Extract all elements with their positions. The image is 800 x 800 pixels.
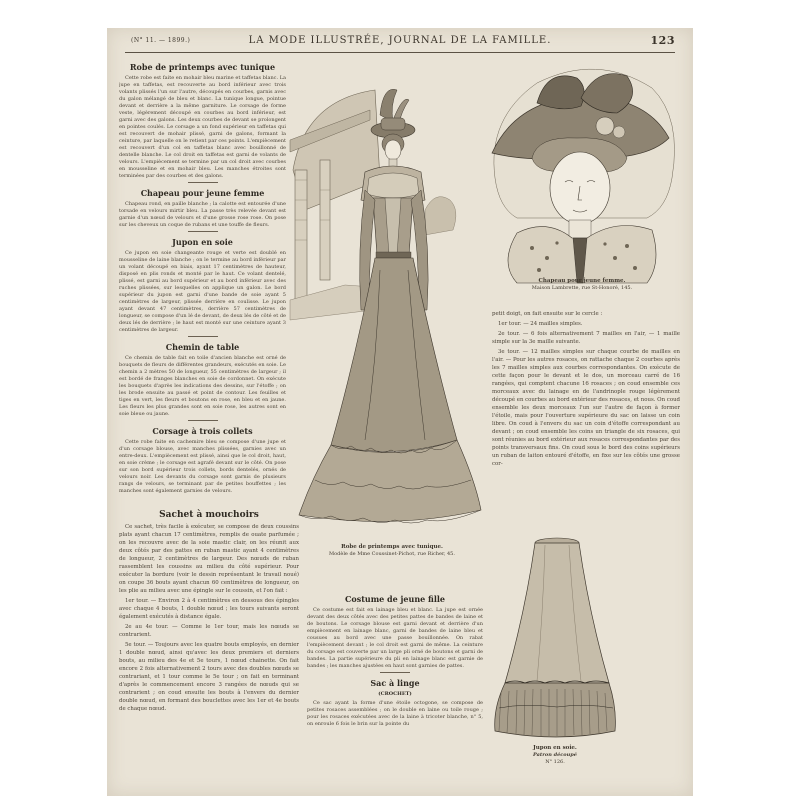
page-number: 123 — [650, 34, 675, 47]
hat-caption-title: Chapeau pour jeune femme. — [538, 278, 626, 284]
divider — [380, 672, 410, 674]
sachet-tour-1: 1er tour. — Environ 2 à 4 centimètres en dessous des épingles avec chaque 4 bouts, 1 double nœud ; les tours suivants seront également exécutés à distance égale. — [119, 598, 299, 620]
left-column — [119, 58, 286, 503]
section-title-costume: Costume de jeune fille — [344, 594, 445, 604]
hat-illustration — [477, 58, 687, 303]
dress-caption-credit: Modèle de Mme Coussinet-Pichot, rue Richer, 45. — [329, 551, 455, 557]
section-text-chemin: Ce chemin de table fait en toile d'ancien blanche est orné de bouquets de fleurs de différentes grandeurs, exécutés en soie. Le chemin a 2 mètres 50 de longueur, 55 centimètres de largeur ; il est bordé de franges blanches en soie de cordonnet. On exécute les bouquets d'après les indications des dessins, sur l'étoffe ; on les brode ensuite au passé et point de contour. Les feuilles et tiges en vert, les fleurs et boutons en rose, en bleu et en jaune. Les fleurs les plus grandes sont en soie rose, les autres sont en soie bleue ou jaune. — [119, 355, 286, 417]
sachet-tour-5: 5e tour. — Toujours avec les quatre bouts employés, en dernier 1 double nœud, ainsi qu'avec les deux premiers et derniers bouts, au milieu des 4e et 5e tours, 1 nœud chainette. On fait encore 2 fois alternativement 2 tours avec des doubles nœuds se contrariant, et 1 tour comme le 5e tour ; on fait en terminant d'après le commencement encore 3 rangées de nœuds qui se contrarient ; on coud ensuite les bouts à l'envers du dernier double nœud, en formant des bouclettes avec les 1er et 4e bouts de chaque nœud. — [119, 642, 299, 712]
right-column — [492, 310, 680, 528]
sachet-tour-2: 2e au 4e tour. — Comme le 1er tour, mais les nœuds se contrarient. — [119, 624, 299, 638]
sac-continued: petit doigt, on fait ensuite sur le cercle : — [492, 311, 603, 317]
header-rule — [125, 52, 675, 53]
section-text-robe: Cette robe est faite en mohair bleu marine et taffetas blanc. La jupe en taffetas, est recouverte au bord inférieur avec trois volants plissés l'un sur l'autre, découpés en courbes, garnis avec du galon mélangé de bleu et blanc. La tunique longue, pointue devant et derrière a la même garniture. Le corsage de forme veste, légèrement découpé en courbes au bord inférieur, est garni avec des galons. Les deux courbes de devant se prolongent en pointes coulés. Le corsage a un fond supérieur en taffetas qui est recouvert de mohair plissé, garni de galons, formant la ceinture, par laquelle on le retient par ces points. L'empiècement est recouvert d'un col en taffetas blanc avec bouillonné de dentelle blanche. Le col droit en taffetas est garni de volants de velours. L'empiècement se termine par un col droit avec courbes en mousseline et en mohair bleu. Les manches étroites sont terminées par des courbes et des galons. — [119, 75, 286, 179]
page-header — [119, 34, 681, 52]
section-title-chapeau: Chapeau pour jeune femme — [140, 188, 265, 198]
sac-tour-3: 3e tour. — 12 mailles simples sur chaque courbe de mailles en l'air. — Pour les autres rosaces, on rattache chaque 2 courbes après les 7 mailles simples aux courbes correspondantes. On exécute de cette façon pour le devant et le dos, un morceau carré de 16 rangées, qui comptent chacune 16 rosaces ; on coud ensemble ces morceaux avec du lainage en de l'andrinople rouge légèrement découpé en courbes au bord extérieur des rosaces, et nous. On coud ensemble les deux morceaux l'un sur l'autre de façon à former l'étoile, mais pour l'ouverture supérieure du sac on laisse un coin libre. On coud à l'envers du sac un coin d'étoffe correspondant au devant ; on coud ensemble les coins un triangle de six rosaces, qui sont réunies au bord extérieur aux rosaces correspondantes par des points transversaux fins. On coud sous le bord des coins supérieurs un ruban de laiton entouré d'étoffe, en fixe sur les côtés une grosse cor- — [492, 349, 680, 467]
sac-tour-2: 2e tour. — 6 fois alternativement 7 mailles en l'air, — 1 maille simple sur la 3e maille suivante. — [492, 331, 680, 345]
jupon-caption — [505, 745, 605, 766]
jupon-caption-pattern: Patron découpé — [533, 752, 577, 758]
section-text-chapeau: Chapeau rond, en paille blanche ; la calotte est entourée d'une torsade en velours mirtir bleu. La passe très relevée devant est garnie d'un nœud de velours et d'une grosse rose rose. On pose sur les cheveux un coque de rubans et une touffe de fleurs. — [119, 201, 286, 228]
divider — [188, 231, 218, 233]
section-text-jupon: Ce jupon en soie changeante rouge et verte est doublé en mousseline de laine blanche ; on le termine au bord inférieur par un volant découpé en biais, ayant 17 centimètres de hauteur, disposé en plis ronds et monté par le haut. Ce volant dentelé, plissé, est garni au bord supérieur et au bord inférieur avec des ruches plissées, sur lesquelles on applique un galon. Le bord supérieur du jupon est garni d'une bande de soie ayant 5 centimètres de largeur, plissée derrière en coulisse. Le jupon ayant devant 47 centimètres, derrière 57 centimètres de longueur, se compose d'un lé de devant, de deux lés de côté et de deux lés de derrière ; le haut est monté sur une ceinture ayant 3 centimètres de largeur. — [119, 250, 286, 333]
section-title-sachet: Sachet à mouchoirs — [159, 510, 259, 520]
section-subtitle-sac: (CROCHET) — [378, 691, 412, 697]
hat-caption-credit: Maison Lambrette, rue St-Honoré, 145. — [531, 285, 633, 291]
hat-caption — [512, 278, 652, 292]
section-title-sac: Sac à linge — [370, 678, 420, 688]
dress-caption-title: Robe de printemps avec tunique. — [341, 544, 443, 550]
section-title-robe: Robe de printemps avec tunique — [129, 62, 276, 72]
sac-tour-1: 1er tour. — 24 mailles simples. — [498, 321, 583, 327]
left-column-lower — [119, 506, 299, 792]
section-text-costume: Ce costume est fait en lainage bleu et blanc. La jupe est ornée devant des deux côtés avec des petites pattes de bandes de laine et de boutons. Le corsage blouse est garni devant et derrière d'un empiècement en lainage blanc, garni de bandes de laine bleu et cousues au bord avec une passe bouillonnée. On rabat l'empiècement devant ; le col droit est garni de même. La ceinture du corsage est couverte par un large pli orné de boutons et garni de bandes. La partie supérieure du pli en lainage blanc est garnie de bandes ; les manches ajustées en haut sont garnies de pattes. — [307, 607, 483, 669]
journal-title: LA MODE ILLUSTRÉE, JOURNAL DE LA FAMILLE. — [248, 35, 552, 46]
dress-caption — [322, 544, 462, 558]
section-text-sac: Ce sac ayant la forme d'une étoile octogone, se compose de petites rosaces assemblées ; on le double en laine ou toile rouge ; pour les rosaces exécutées avec de la laine à tricoter blanche, n° 5, on enroule 6 fois le brin sur la pointe du — [307, 700, 483, 727]
section-text-sachet: Ce sachet, très facile à exécuter, se compose de deux coussins plats ayant chacun 17 centimètres, remplis de ouate parfumée ; on les recouvre avec de la soie mastic clair, on les réunit aux deux côtés par des pattes en ruban mastic ayant 4 centimètres de longueur, 2 centimètres de largeur. Des nœuds de ruban rassemblent les coussins au milieu du côté supérieur. Pour exécuter la bordure (voir le dessin représentant le travail noué) on coupe 36 bouts ayant chacun 60 centimètres de longueur, on les plie au milieu avec une épingle sur le coussin, et l'on fait : — [119, 524, 299, 594]
dress-illustration — [285, 60, 485, 535]
jupon-illustration — [485, 533, 620, 743]
issue-number: (N° 11. — 1899.) — [131, 37, 191, 44]
section-title-chemin: Chemin de table — [165, 342, 240, 352]
middle-column — [307, 590, 483, 790]
magazine-page — [107, 28, 693, 796]
divider — [188, 182, 218, 184]
section-text-corsage: Cette robe faite en cachemire bleu se compose d'une jupe et d'un corsage blouse, avec manches plissées, garnies avec un entre-deux. L'empiècement est plissé, ainsi que le col droit, haut, en soie crème ; le corsage est agrafé devant sur le côté. On pose sur son bord supérieur trois collets, bords dentelés, ornés de velours noir. Les devants du corsage sont garnis de plusieurs rangs de velours, se terminant par de petites bouffettes ; les manches sont également garnies de velours. — [119, 439, 286, 494]
divider — [188, 336, 218, 338]
divider — [188, 420, 218, 422]
section-title-jupon: Jupon en soie — [172, 237, 233, 247]
jupon-caption-number: N° 126. — [545, 759, 565, 765]
jupon-caption-title: Jupon en soie. — [533, 745, 577, 751]
section-title-corsage: Corsage à trois collets — [152, 426, 253, 436]
